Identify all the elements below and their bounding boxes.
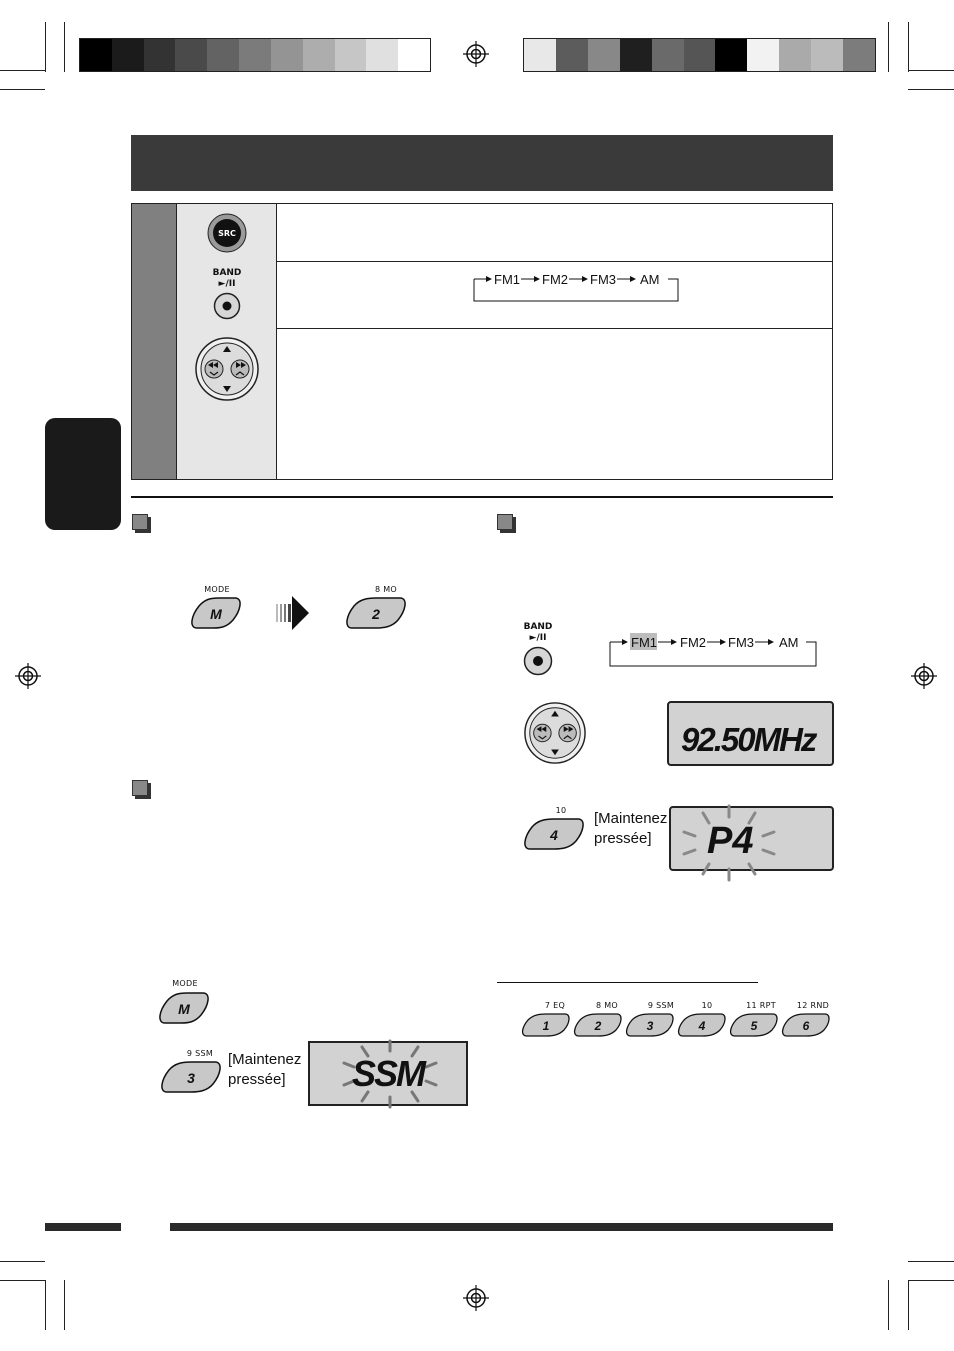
crop-mark bbox=[908, 1261, 954, 1262]
band-sequence-am: AM bbox=[640, 272, 660, 287]
band-sequence-diagram bbox=[606, 628, 820, 670]
band-sequence-diagram bbox=[470, 265, 682, 305]
crop-mark bbox=[0, 1261, 45, 1262]
section-bullet-square bbox=[132, 514, 148, 530]
calibration-swatch bbox=[843, 39, 875, 71]
crop-mark bbox=[0, 1280, 45, 1281]
mode-key-button[interactable] bbox=[189, 596, 243, 630]
footer-bar-left bbox=[45, 1223, 121, 1231]
preset-key-caption: 12 RND bbox=[796, 1001, 830, 1010]
key-2-caption: 8 MO bbox=[374, 585, 398, 594]
calibration-swatch bbox=[524, 39, 556, 71]
section-header-band bbox=[131, 135, 833, 191]
footer-bar-right bbox=[170, 1223, 833, 1231]
preset-key-4-label: 4 bbox=[550, 827, 558, 843]
registration-mark-icon bbox=[463, 1285, 489, 1311]
step-number-cell bbox=[132, 204, 177, 261]
next-step-arrow-icon bbox=[276, 593, 310, 633]
preset-display-text: P4 bbox=[707, 820, 754, 862]
band-sequence-fm1-highlight: FM1 bbox=[631, 635, 657, 650]
band-sequence-fm2: FM2 bbox=[680, 635, 706, 650]
calibration-swatch bbox=[556, 39, 588, 71]
crop-mark bbox=[888, 1280, 889, 1330]
band-sequence-fm3: FM3 bbox=[590, 272, 616, 287]
key-3-caption: 9 SSM bbox=[186, 1049, 214, 1058]
frequency-lcd-display bbox=[667, 701, 834, 766]
calibration-swatch bbox=[747, 39, 779, 71]
src-button-label: SRC bbox=[218, 229, 236, 238]
step-row-2 bbox=[132, 261, 832, 329]
section-bullet-square bbox=[497, 514, 513, 530]
band-sequence-fm3: FM3 bbox=[728, 635, 754, 650]
calibration-swatch bbox=[779, 39, 811, 71]
calibration-swatch bbox=[271, 39, 303, 71]
preset-key-2-label: 2 bbox=[594, 1019, 602, 1033]
preset-key-5-label: 5 bbox=[750, 1019, 758, 1033]
calibration-swatch bbox=[588, 39, 620, 71]
calibration-swatch bbox=[144, 39, 176, 71]
calibration-swatch bbox=[175, 39, 207, 71]
calibration-swatch bbox=[112, 39, 144, 71]
crop-mark bbox=[64, 22, 65, 72]
preset-key-caption: 10 bbox=[701, 1001, 713, 1010]
mode-key-button[interactable] bbox=[157, 991, 211, 1025]
section-bullet-square bbox=[132, 780, 148, 796]
band-button-caption: BAND ►/II bbox=[523, 622, 553, 643]
calibration-swatch bbox=[80, 39, 112, 71]
preset-key-3-label: 3 bbox=[187, 1070, 195, 1086]
calibration-bar-left bbox=[79, 38, 431, 72]
calibration-swatch bbox=[811, 39, 843, 71]
calibration-bar-right bbox=[523, 38, 876, 72]
step-row-1 bbox=[132, 204, 832, 262]
src-button-icon bbox=[207, 213, 247, 253]
calibration-swatch bbox=[620, 39, 652, 71]
preset-key-5-button[interactable] bbox=[728, 1012, 780, 1038]
mode-key-label: M bbox=[178, 1001, 190, 1017]
band-sequence-fm1: FM1 bbox=[494, 272, 520, 287]
calibration-swatch bbox=[715, 39, 747, 71]
frequency-display-text: 92.50MHz bbox=[681, 721, 816, 758]
control-dial-icon bbox=[194, 336, 260, 402]
crop-mark bbox=[908, 70, 954, 71]
band-button-icon[interactable] bbox=[523, 646, 553, 676]
mode-key-caption: MODE bbox=[172, 979, 198, 988]
hold-instruction-label: [Maintenez pressée] bbox=[228, 1051, 302, 1088]
preset-lcd-display bbox=[669, 806, 834, 871]
control-dial-icon[interactable] bbox=[523, 701, 587, 765]
band-button-icon bbox=[213, 292, 241, 320]
preset-key-6-label: 6 bbox=[802, 1019, 810, 1033]
band-sequence-am: AM bbox=[779, 635, 799, 650]
preset-key-caption: 7 EQ bbox=[544, 1001, 566, 1010]
calibration-swatch bbox=[239, 39, 271, 71]
step-row-3 bbox=[132, 328, 832, 479]
language-tab bbox=[45, 418, 121, 530]
preset-key-caption: 9 SSM bbox=[647, 1001, 675, 1010]
step-number-cell bbox=[132, 261, 177, 328]
crop-mark bbox=[64, 1280, 65, 1330]
crop-mark bbox=[888, 22, 889, 72]
ssm-display-text: SSM bbox=[352, 1053, 425, 1094]
preset-key-6-button[interactable] bbox=[780, 1012, 832, 1038]
band-button-caption: BAND ►/II bbox=[212, 268, 242, 289]
crop-mark bbox=[45, 1280, 46, 1330]
calibration-swatch bbox=[398, 39, 430, 71]
registration-mark-icon bbox=[911, 663, 937, 689]
crop-mark bbox=[908, 1280, 954, 1281]
band-sequence-fm2: FM2 bbox=[542, 272, 568, 287]
calibration-swatch bbox=[335, 39, 367, 71]
preset-key-4-button[interactable] bbox=[676, 1012, 728, 1038]
key-4-caption: 10 bbox=[555, 806, 567, 815]
preset-key-4-button[interactable] bbox=[522, 817, 586, 851]
crop-mark bbox=[45, 22, 46, 72]
preset-key-2-label: 2 bbox=[372, 606, 380, 622]
mode-key-caption: MODE bbox=[204, 585, 230, 594]
step-icon-cell bbox=[177, 328, 277, 479]
registration-mark-icon bbox=[15, 663, 41, 689]
step-number-cell bbox=[132, 328, 177, 479]
step-icon-cell bbox=[177, 261, 277, 328]
preset-key-3-button[interactable] bbox=[159, 1060, 223, 1094]
calibration-swatch bbox=[684, 39, 716, 71]
calibration-swatch bbox=[207, 39, 239, 71]
registration-mark-icon bbox=[463, 41, 489, 67]
preset-key-3-label: 3 bbox=[646, 1019, 654, 1033]
section-divider bbox=[131, 496, 833, 498]
hold-instruction-label: [Maintenez pressée] bbox=[594, 810, 668, 847]
preset-key-2-button[interactable] bbox=[344, 596, 408, 630]
preset-key-1-label: 1 bbox=[542, 1019, 550, 1033]
ssm-lcd-display bbox=[308, 1041, 468, 1106]
calibration-swatch bbox=[652, 39, 684, 71]
calibration-swatch bbox=[303, 39, 335, 71]
preset-key-4-label: 4 bbox=[698, 1019, 706, 1033]
preset-key-1-button[interactable] bbox=[520, 1012, 572, 1038]
mode-key-label: M bbox=[210, 606, 222, 622]
preset-key-caption: 8 MO bbox=[595, 1001, 619, 1010]
crop-mark bbox=[908, 22, 909, 72]
step-table bbox=[131, 203, 833, 480]
crop-mark bbox=[0, 89, 45, 90]
preset-key-2-button[interactable] bbox=[572, 1012, 624, 1038]
preset-section-rule bbox=[497, 982, 758, 983]
crop-mark bbox=[908, 89, 954, 90]
step-icon-cell bbox=[177, 204, 277, 261]
preset-key-caption: 11 RPT bbox=[746, 1001, 776, 1010]
crop-mark bbox=[908, 1280, 909, 1330]
preset-key-3-button[interactable] bbox=[624, 1012, 676, 1038]
calibration-swatch bbox=[366, 39, 398, 71]
crop-mark bbox=[0, 70, 45, 71]
